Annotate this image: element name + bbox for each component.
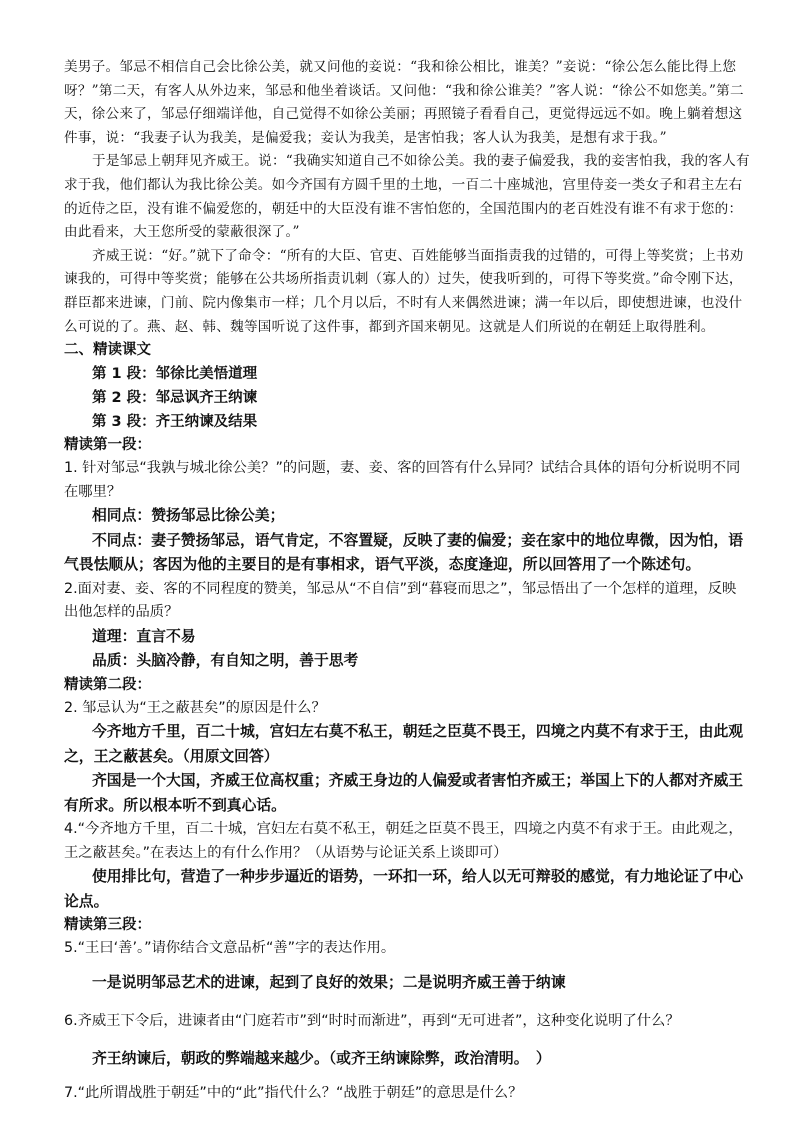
paragraph-summary: 第 1 段：邹徐比美悟道理 — [92, 366, 258, 383]
answer: 齐国是一个大国，齐威王位高权重；齐威王身边的人偏爱或者害怕齐威王；举国上下的人都对齐威王有所求。所以根本听不到真心话。 — [64, 772, 744, 814]
part-heading: 精读第三段： — [64, 917, 151, 934]
answer: 今齐地方千里，百二十城，宫妇左右莫不私王，朝廷之臣莫不畏王，四境之内莫不有求于王，由此观之，王之蔽甚矣。（用原文回答） — [64, 723, 744, 765]
question: 5.“王曰‘善’。”请你结合文意品析“善”字的表达作用。 — [64, 940, 396, 957]
paragraph-summary: 第 3 段：齐王纳谏及结果 — [92, 414, 258, 431]
question: 7.“此所谓战胜于朝廷”中的“此”指代什么？“战胜于朝廷”的意思是什么？ — [64, 1084, 523, 1101]
paragraph-summary: 第 2 段：邹忌讽齐王纳谏 — [92, 390, 258, 407]
part-heading: 精读第一段： — [64, 437, 151, 454]
question: 2. 邹忌认为“王之蔽甚矣”的原因是什么？ — [64, 699, 326, 716]
answer: 道理：直言不易 — [92, 627, 196, 645]
question: 4.“今齐地方千里，百二十城，宫妇左右莫不私王，朝廷之臣莫不畏王，四境之内莫不有求于王。由此观之，王之蔽甚矣。”在表达上的有什么作用？（从语势与论证关系上谈即可） — [64, 821, 743, 861]
answer: 一是说明邹忌艺术的进谏，起到了良好的效果；二是说明齐威王善于纳谏 — [92, 973, 566, 991]
answer: 使用排比句，营造了一种步步逼近的语势，一环扣一环，给人以无可辩驳的感觉，有力地论证了中心论点。 — [64, 868, 744, 910]
translation-paragraph: 美男子。邹忌不相信自己会比徐公美，就又问他的妾说：“我和徐公相比，谁美？”妾说：“徐公怎么能比得上您呀？”第二天，有客人从外边来，邹忌和他坐着谈话。又问他：“我和徐公谁美？”客人说：“徐公不如您美。”第二天，徐公来了，邹忌仔细端详他，自己觉得不如徐公美丽；再照镜子看看自己，更觉得远远不如。晚上躺着想这件事，说：“我妻子认为我美，是偏爱我；妾认为我美，是害怕我；客人认为我美，是想有求于我。” — [64, 59, 744, 146]
answer: 品质：头脑冷静，有自知之明，善于思考 — [92, 652, 359, 670]
section-heading: 二、精读课文 — [64, 342, 151, 359]
translation-paragraph: 齐威王说：“好。”就下了命令：“所有的大臣、官吏、百姓能够当面指责我的过错的，可得上等奖赏；上书劝谏我的，可得中等奖赏；能够在公共场所指责讥刺（寡人的）过失，使我听到的，可得下等奖赏。”命令刚下达，群臣都来进谏，门前、院内像集市一样；几个月以后，不时有人来偶然进谏；满一年以后，即使想进谏，也没什么可说的了。燕、赵、韩、魏等国听说了这件事，都到齐国来朝见。这就是人们所说的在朝廷上取得胜利。 — [64, 247, 744, 335]
question: 2.面对妻、妾、客的不同程度的赞美，邹忌从“不自信”到“暮寝而思之”，邹忌悟出了一个怎样的道理，反映出他怎样的品质？ — [64, 580, 737, 621]
answer: 齐王纳谏后，朝政的弊端越来越少。（或齐王纳谏除弊，政治清明。 ） — [92, 1050, 551, 1068]
answer: 不同点：妻子赞扬邹忌，语气肯定，不容置疑，反映了妻的偏爱；妾在家中的地位卑微，因为怕，语气畏怯顺从；客因为他的主要目的是有事相求，语气平淡，态度逢迎，所以回答用了一个陈述句。 — [64, 531, 744, 574]
question: 6.齐威王下令后，进谏者由“门庭若市”到“时时而渐进”，再到“无可进者”，这种变化说明了什么？ — [64, 1013, 680, 1030]
translation-paragraph: 于是邹忌上朝拜见齐威王。说：“我确实知道自己不如徐公美。我的妻子偏爱我，我的妾害怕我，我的客人有求于我，他们都认为我比徐公美。如今齐国有方圆千里的土地，一百二十座城池，宫里侍妾一类女子和君主左右的近侍之臣，没有谁不偏爱您的，朝廷中的大臣没有谁不害怕您的，全国范围内的老百姓没有谁不有求于您的：由此看来，大王您所受的蒙蔽很深了。” — [64, 153, 750, 241]
part-heading: 精读第二段： — [64, 676, 151, 693]
answer: 相同点：赞扬邹忌比徐公美； — [92, 507, 285, 525]
question: 1. 针对邹忌“我孰与城北徐公美？”的问题，妻、妾、客的回答有什么异同？试结合具体的语句分析说明不同在哪里？ — [64, 460, 741, 500]
